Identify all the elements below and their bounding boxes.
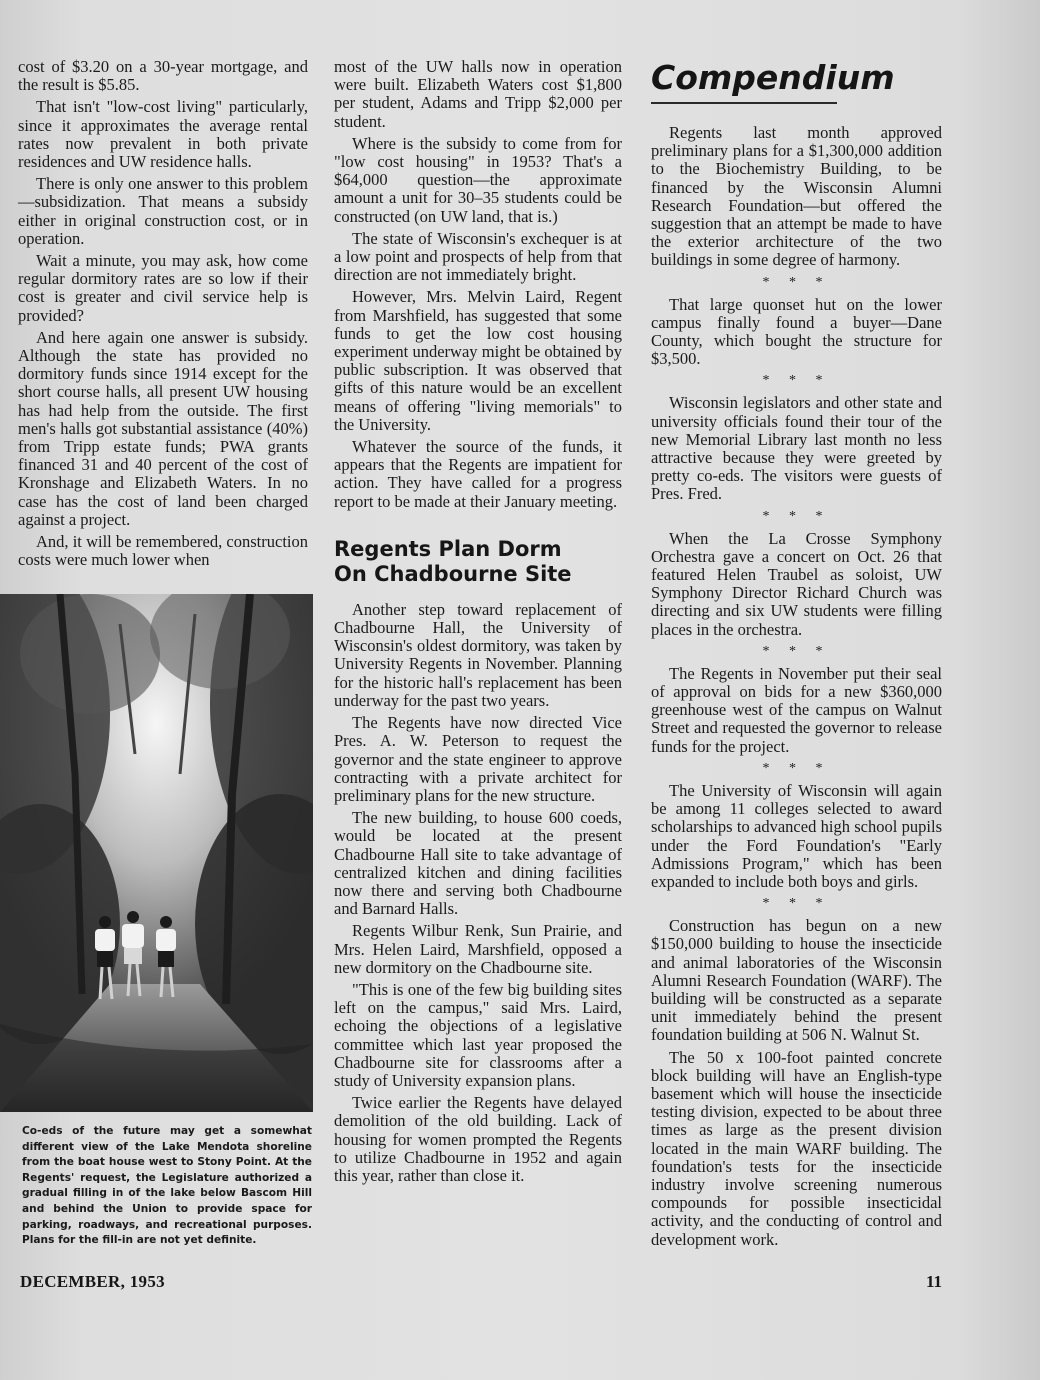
separator: * * * xyxy=(762,896,831,912)
article-column-left xyxy=(18,58,308,573)
news-item: The Regents in November put their seal of approval on bids for a new $360,000 greenhouse west of the campus on Walnut Street and requested the governor to release funds for the project. xyxy=(651,663,942,756)
paragraph: cost of $3.20 on a 30-year mortgage, and the result is $5.85. xyxy=(18,57,308,95)
section-title: Compendium xyxy=(651,56,837,104)
paragraph: Twice earlier the Regents have delayed demolition of the old building. Lack of housing for women prompted the Regents to utilize Chadbourne in 1952 and again this year, rather than close it. xyxy=(334,1093,622,1185)
news-item: That large quonset hut on the lower campus finally found a buyer—Dane County, which bought the structure for $3,500. xyxy=(651,294,942,369)
paragraph: Where is the subsidy to come from for "low cost housing" in 1953? That's a $64,000 question—the approximate amount a unit for 30–35 students could be constructed (on UW land, that is.) xyxy=(334,133,622,226)
paragraph: Another step toward replacement of Chadbourne Hall, the University of Wisconsin's oldest dormitory, was taken by University Regents in November. Planning for the historic hall's replacement has been underway for the past two years. xyxy=(334,599,622,710)
article-column-middle xyxy=(334,58,622,1189)
paragraph: The new building, to house 600 coeds, would be located at the present Chadbourne Hall site to take advantage of centralized kitchen and dining facilities now there and serving both Chadbourne and Barnard Halls. xyxy=(334,808,622,919)
paragraph: There is only one answer to this problem—subsidization. That means a subsidy either in original construction cost, or in operation. xyxy=(18,174,308,248)
separator: * * * xyxy=(762,760,831,776)
paragraph: The state of Wisconsin's exchequer is at a low point and prospects of help from that direction are not immediately bright. xyxy=(334,228,622,285)
news-item: The 50 x 100-foot painted concrete block building will have an English-type basement which will house the insecticide testing division, expected to be about three times as large as the present division located in the main WARF building. The foundation's tests for the insecticide industry involve screening numerous compounds for possible insecticidal activity, and the conducting of control and development work. xyxy=(651,1047,942,1249)
paragraph: Wait a minute, you may ask, how come regular dormitory rates are so low if their cost is greater and civil service help is provided? xyxy=(18,251,308,325)
page-number: 11 xyxy=(926,1272,943,1291)
compendium-column xyxy=(651,124,942,1253)
news-item: Wisconsin legislators and other state and university officials found their tour of the new Memorial Library last month no less attractive because they were greeted by pretty co-eds. The visitors were guests of Pres. Fred. xyxy=(651,393,942,504)
paragraph: Regents Wilbur Renk, Sun Prairie, and Mrs. Helen Laird, Marshfield, opposed a new dormitory on the Chadbourne site. xyxy=(334,921,622,977)
news-item: Regents last month approved preliminary plans for a $1,300,000 addition to the Biochemistry Building, to be financed by the Wisconsin Alumni Research Foundation—but offered the suggestion that an attempt be made to have the exterior architecture of the two buildings in some degree of harmony. xyxy=(651,123,942,270)
paragraph: And, it will be remembered, construction costs were much lower when xyxy=(18,532,308,570)
campus-path-photo xyxy=(0,594,313,1112)
issue-date: DECEMBER, 1953 xyxy=(20,1272,165,1291)
paragraph: The Regents have now directed Vice Pres. A. W. Peterson to request the governor and the state engineer to approve contracting with a private architect for preliminary plans for the new structure. xyxy=(334,713,622,805)
separator: * * * xyxy=(762,274,831,290)
paragraph: most of the UW halls now in operation were built. Elizabeth Waters cost $1,800 per student, Adams and Tripp $2,000 per student. xyxy=(334,57,622,131)
separator: * * * xyxy=(762,643,831,659)
paragraph: "This is one of the few big building sites left on the campus," said Mrs. Laird, echoing the objections of a legislative committee which last year proposed the Chadbourne site for classrooms after a study of University expansion plans. xyxy=(334,979,622,1090)
news-item: When the La Crosse Symphony Orchestra gave a concert on Oct. 26 that featured Helen Traubel as soloist, UW Symphony Director Richard Church was directing and six UW students were filling places in the orchestra. xyxy=(651,528,942,639)
news-item: Construction has begun on a new $150,000 building to house the insecticide and animal laboratories of the Wisconsin Alumni Research Foundation (WARF). The building will be constructed as a separate unit immediately behind the present foundation building at 506 N. Walnut St. xyxy=(651,916,942,1045)
paragraph: That isn't "low-cost living" particularly, since it approximates the average rental rates now prevalent in both private residences and UW residence halls. xyxy=(18,97,308,172)
article-headline xyxy=(334,537,622,587)
paragraph: However, Mrs. Melvin Laird, Regent from Marshfield, has suggested that some funds to get the low cost housing experiment underway might be obtained by public subscription. It was observed that gifts of this nature would be an excellent means of offering "living memorials" to the University. xyxy=(334,287,622,434)
separator: * * * xyxy=(762,508,831,524)
paragraph: And here again one answer is subsidy. Although the state has provided no dormitory funds since 1914 except for the short course halls, all present UW housing has had help from the outside. The first men's halls got substantial assistance (40%) from Tripp estate funds; PWA grants financed 31 and 40 percent of the cost of Kronshage and Elizabeth Waters. In no case has the cost of land been charged against a project. xyxy=(18,327,308,529)
separator: * * * xyxy=(762,373,831,389)
photo-caption: Co-eds of the future may get a somewhat different view of the Lake Mendota shoreline from the boat house west to Stony Point. At the Regents' request, the Legislature authorized a gradual filling in of the lake below Bascom Hill and behind the Union to provide space for parking, roadways, and recreational purposes. Plans for the fill-in are not yet definite. xyxy=(22,1125,312,1247)
news-item: The University of Wisconsin will again be among 11 colleges selected to award scholarships to advanced high school pupils under the Ford Foundation's "Early Admissions Program," which has been expanded to include both boys and girls. xyxy=(651,780,942,891)
photo-illustration xyxy=(0,594,313,1112)
paragraph: Whatever the source of the funds, it appears that the Regents are impatient for action. They have called for a progress report to be made at their January meeting. xyxy=(334,437,622,511)
headline-line-1: Regents Plan Dorm xyxy=(334,536,562,561)
headline-line-2: On Chadbourne Site xyxy=(334,561,572,586)
